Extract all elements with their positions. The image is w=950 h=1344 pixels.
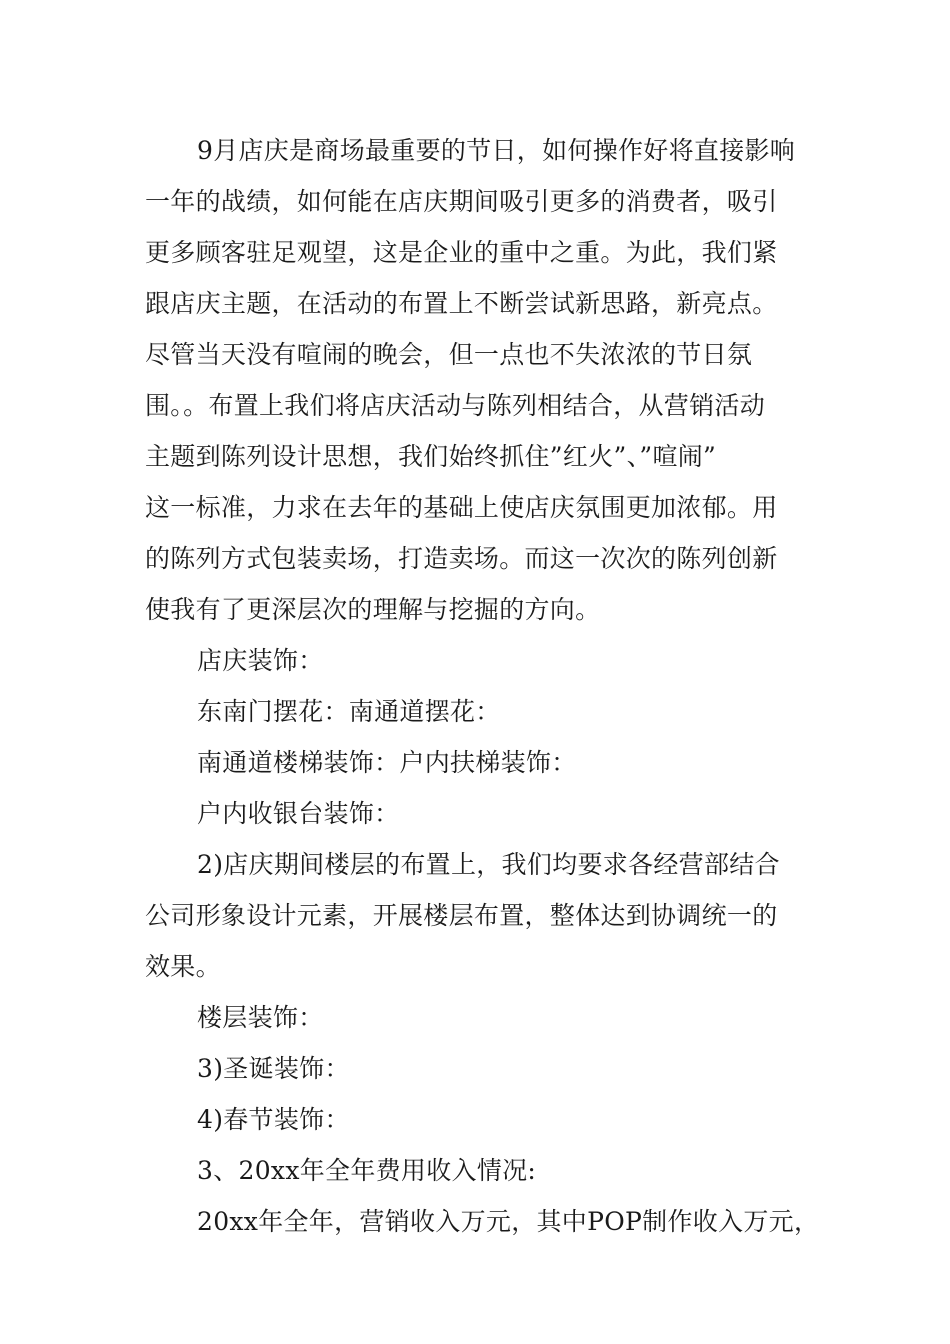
paragraph-2-line-1: 2)店庆期间楼层的布置上，我们均要求各经营部结合 xyxy=(197,850,780,879)
store-decoration-item-1: 东南门摆花：南通道摆花： xyxy=(197,697,501,726)
paragraph-1-line-3: 更多顾客驻足观望，这是企业的重中之重。为此，我们紧 xyxy=(145,238,778,267)
paragraph-1-line-6: 围。。布置上我们将店庆活动与陈列相结合，从营销活动 xyxy=(145,391,766,420)
store-decoration-heading: 店庆装饰： xyxy=(197,646,324,675)
paragraph-1-line-9: 的陈列方式包装卖场，打造卖场。而这一次次的陈列创新 xyxy=(145,544,778,573)
section-3-heading: 3、20xx年全年费用收入情况: xyxy=(197,1156,537,1185)
section-3-line-1: 20xx年全年，营销收入万元，其中POP制作收入万元， xyxy=(197,1207,820,1236)
paragraph-1-line-5: 尽管当天没有喧闹的晚会，但一点也不失浓浓的节日氛 xyxy=(145,340,753,369)
paragraph-1-line-8: 这一标准，力求在去年的基础上使店庆氛围更加浓郁。用 xyxy=(145,493,778,522)
paragraph-1-line-2: 一年的战绩，如何能在店庆期间吸引更多的消费者，吸引 xyxy=(145,187,778,216)
paragraph-1-line-1: 9月店庆是商场最重要的节日，如何操作好将直接影响 xyxy=(197,136,796,165)
store-decoration-item-2: 南通道楼梯装饰：户内扶梯装饰： xyxy=(197,748,577,777)
spring-festival-decoration-heading: 4)春节装饰： xyxy=(197,1105,350,1134)
store-decoration-item-3: 户内收银台装饰： xyxy=(197,799,400,828)
paragraph-2-line-2: 公司形象设计元素，开展楼层布置，整体达到协调统一的 xyxy=(145,901,778,930)
paragraph-1-line-10: 使我有了更深层次的理解与挖掘的方向。 xyxy=(145,595,601,624)
paragraph-1-line-7: 主题到陈列设计思想，我们始终抓住”红火”、”喧闹” xyxy=(145,442,717,471)
christmas-decoration-heading: 3)圣诞装饰： xyxy=(197,1054,350,1083)
paragraph-2-line-3: 效果。 xyxy=(145,952,221,981)
floor-decoration-heading: 楼层装饰： xyxy=(197,1003,324,1032)
paragraph-1-line-4: 跟店庆主题，在活动的布置上不断尝试新思路，新亮点。 xyxy=(145,289,778,318)
